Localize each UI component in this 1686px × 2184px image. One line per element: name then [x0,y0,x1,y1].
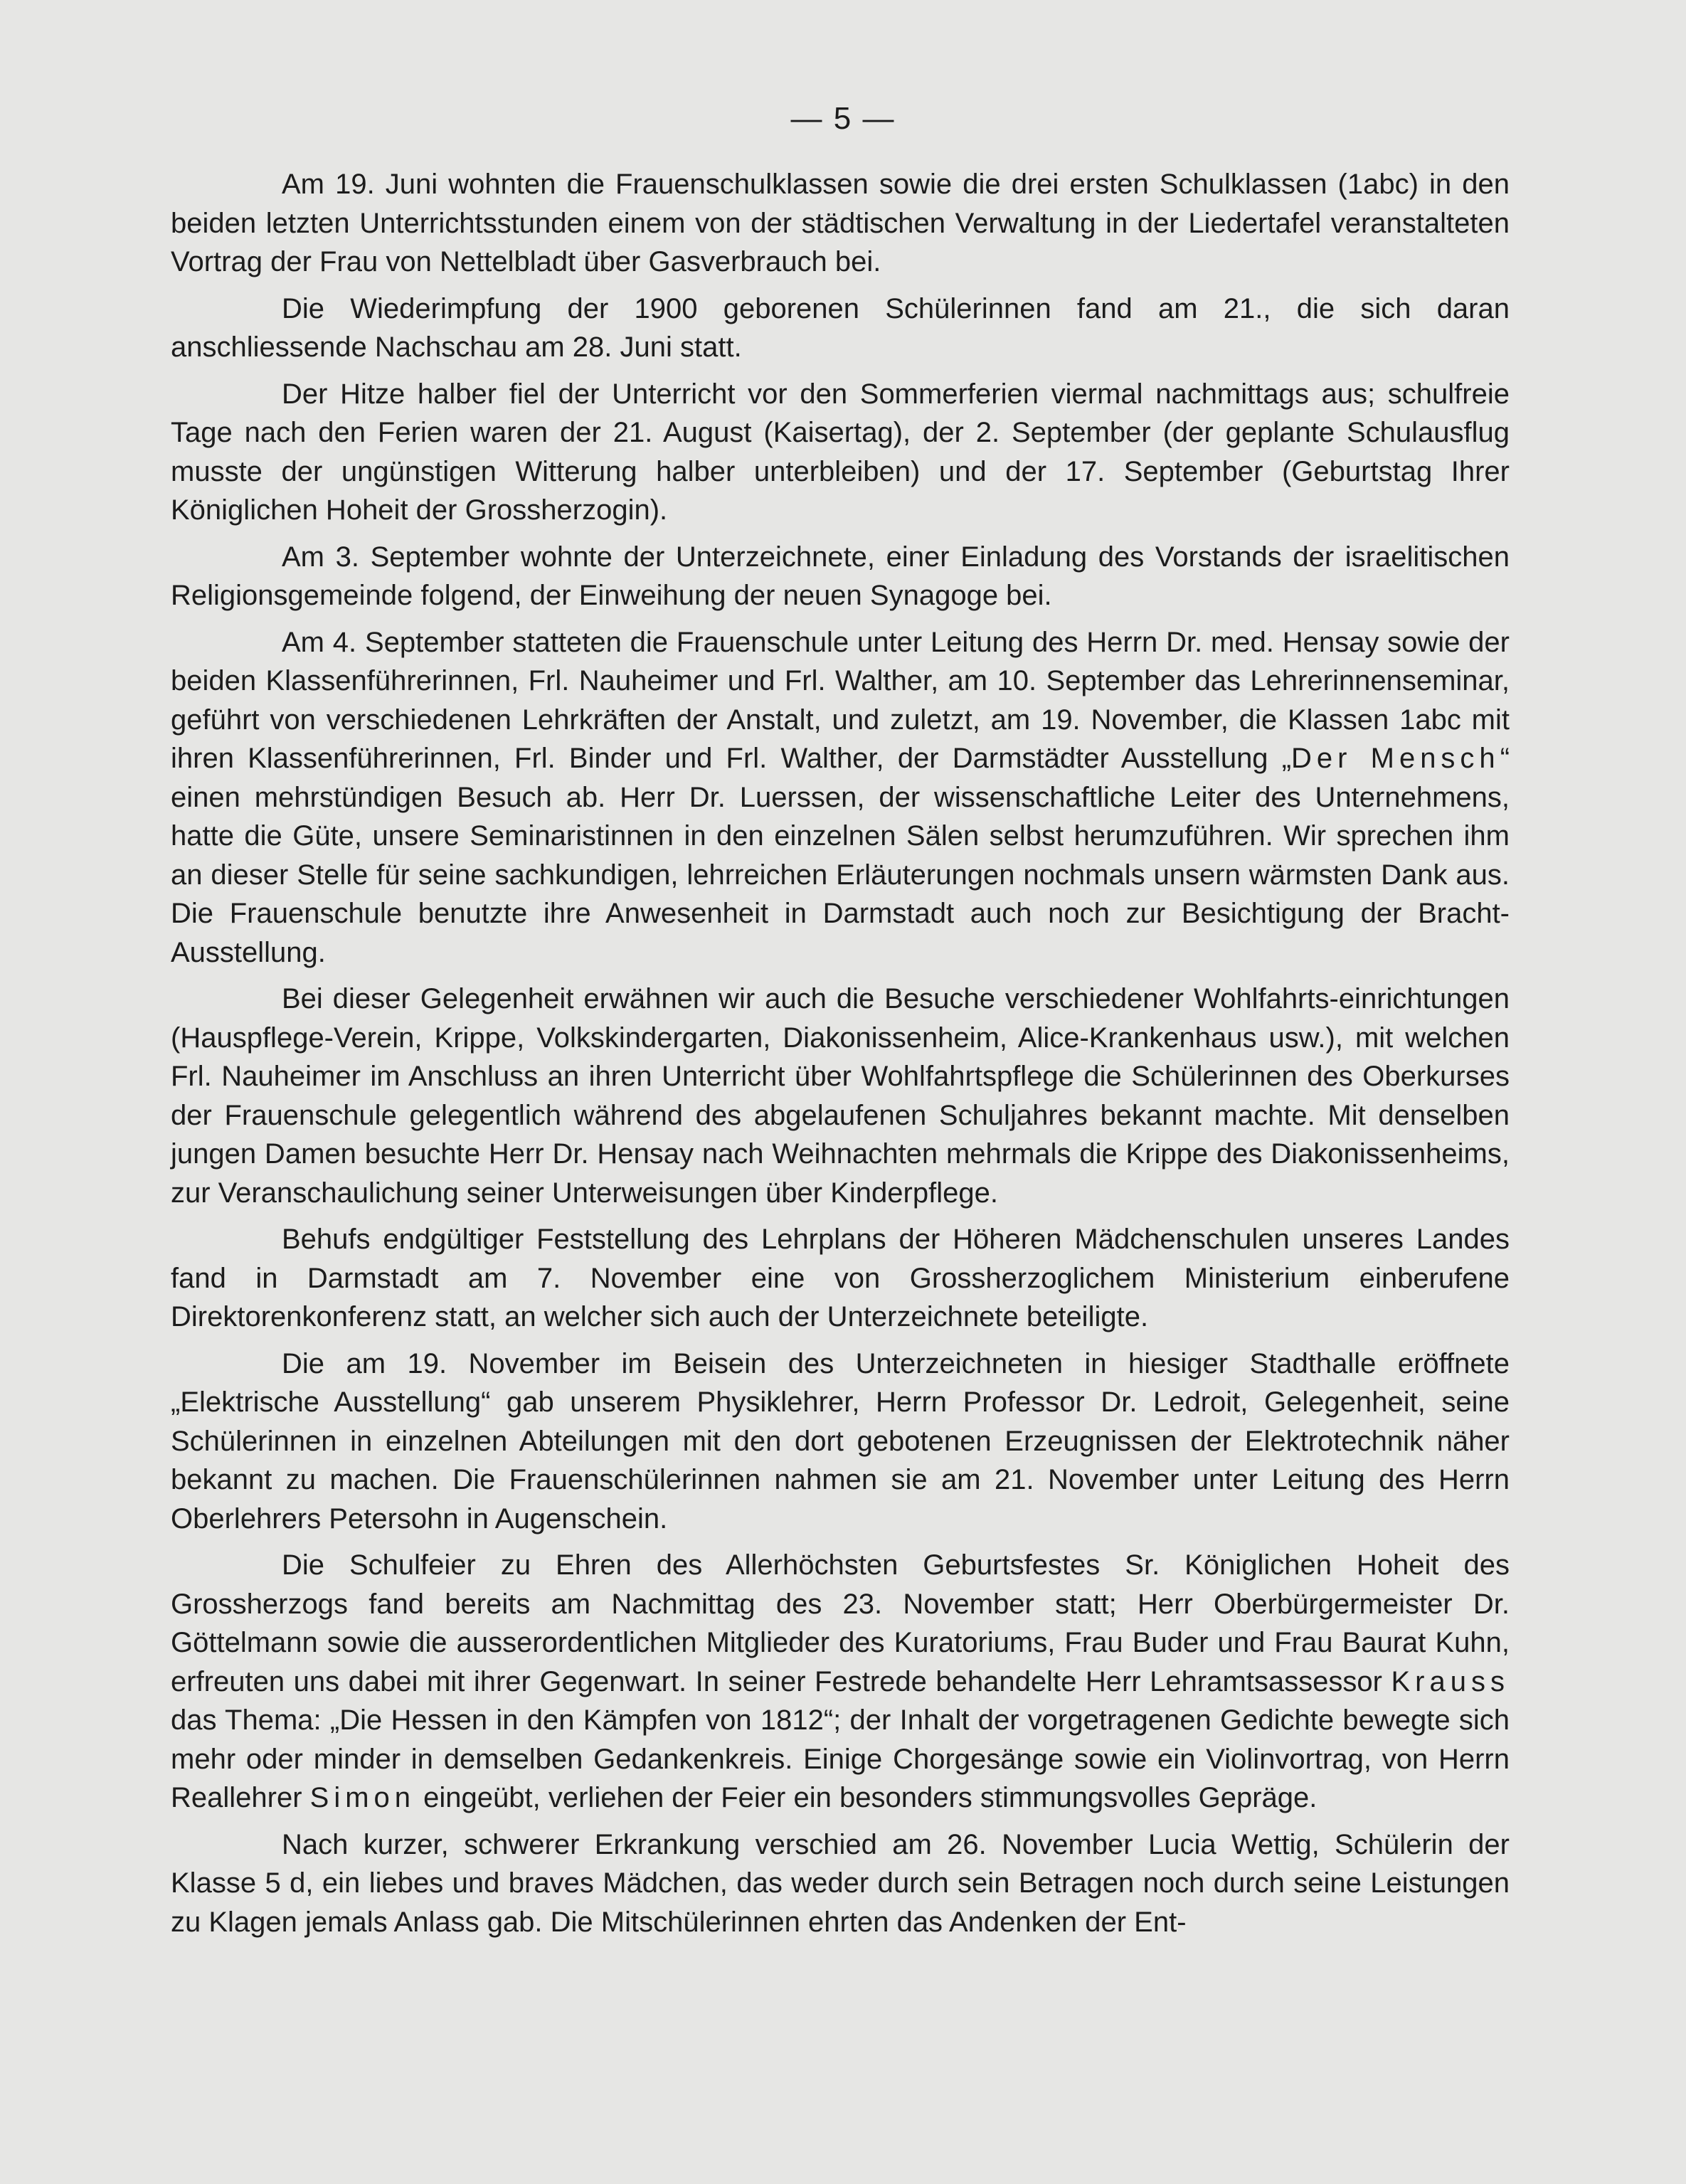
exhibition-title: Der Mensch [1291,743,1500,774]
paragraph-electrical-exhibition: Die am 19. November im Beisein des Unterzeichneten in hiesiger Stadthalle eröffnete „Elektrische Ausstellung“ gab unserem Physiklehrer, Herrn Professor Dr. Ledroit, Gelegenheit, seine Schülerinnen in einzelnen Abteilungen mit den dort gebotenen Erzeugnissen der Elektrotechnik näher bekannt zu machen. Die Frauenschülerinnen nahmen sie am 21. November unter Leitung des Herrn Oberlehrers Petersohn in Augenschein. [171,1347,1510,1534]
paragraph-school-celebration [171,1546,1510,1818]
paragraph-exhibition-visits [171,623,1510,972]
paragraph-school-celebration-part2: das Thema: „Die Hessen in den Kämpfen von 1812“; der Inhalt der vorgetragenen Gedichte bewegte sich mehr oder minder in demselben Gedankenkreis. Einige Chorgesänge sowie ein Violinvortrag, von Herrn Reallehrer [171,1705,1510,1813]
paragraph-heat-holidays: Der Hitze halber fiel der Unterricht vor den Sommerferien viermal nachmittags aus; schulfreie Tage nach den Ferien waren der 21. August (Kaisertag), der 2. September (der geplante Schulausflug musste der ungünstigen Witterung halber unterbleiben) und der 17. September (Geburtstag Ihrer Königlichen Hoheit der Grossherzogin). [171,378,1510,526]
paragraph-gas-lecture: Am 19. Juni wohnten die Frauenschulklassen sowie die drei ersten Schulklassen (1abc) in den beiden letzten Unterrichtsstunden einem von der städtischen Verwaltung in der Liedertafel veranstalteten Vortrag der Frau von Nettelbladt über Gasverbrauch bei. [171,169,1510,277]
paragraph-directors-conference: Behufs endgültiger Feststellung des Lehrplans der Höheren Mädchenschulen unseres Landes fand in Darmstadt am 7. November eine von Grossherzoglichem Ministerium einberufene Direktorenkonferenz statt, an welcher sich auch der Unterzeichnete beteiligte. [171,1224,1510,1332]
paragraph-welfare-visits: Bei dieser Gelegenheit erwähnen wir auch die Besuche verschiedener Wohlfahrts-einrichtungen (Hauspflege-Verein, Krippe, Volkskindergarten, Diakonissenheim, Alice-Krankenhaus usw.), mit welchen Frl. Nauheimer im Anschluss an ihren Unterricht über Wohlfahrtspflege die Schülerinnen des Oberkurses der Frauenschule gelegentlich während des abgelaufenen Schuljahres bekannt machte. Mit denselben jungen Damen besuchte Herr Dr. Hensay nach Weihnachten mehrmals die Krippe des Diakonissenheims, zur Veranschaulichung seiner Unterweisungen über Kinderpflege. [171,983,1510,1209]
paragraph-school-celebration-part3: eingeübt, verliehen der Feier ein besonders stimmungsvolles Gepräge. [415,1782,1317,1813]
teacher-name: Simon [309,1782,416,1813]
paragraph-exhibition-visits-part2: “ einen mehrstündigen Besuch ab. Herr Dr. Luerssen, der wissenschaftliche Leiter des Unternehmens, hatte die Güte, unsere Seminaristinnen in den einzelnen Sälen selbst herumzuführen. Wir sprechen ihm an dieser Stelle für seine sachkundigen, lehrreichen Erläuterungen nochmals unsern wärmsten Dank aus. Die Frauenschule benutzte ihre Anwesenheit in Darmstadt auch noch zur Besichtigung der Bracht-Ausstellung. [171,743,1510,968]
page-number: — 5 — [790,101,896,136]
paragraph-synagogue: Am 3. September wohnte der Unterzeichnete, einer Einladung des Vorstands der israelitischen Religionsgemeinde folgend, der Einweihung der neuen Synagoge bei. [171,541,1510,611]
paragraph-exhibition-visits-part1: Am 4. September statteten die Frauenschule unter Leitung des Herrn Dr. med. Hensay sowie der beiden Klassenführerinnen, Frl. Nauheimer und Frl. Walther, am 10. September das Lehrerinnenseminar, geführt von verschiedenen Lehrkräften der Anstalt, und zuletzt, am 19. November, die Klassen 1abc mit ihren Klassenführerinnen, Frl. Binder und Frl. Walther, der Darmstädter Ausstellung „ [171,626,1510,774]
paragraph-vaccination: Die Wiederimpfung der 1900 geborenen Schülerinnen fand am 21., die sich daran anschliessende Nachschau am 28. Juni statt. [171,292,1510,363]
body-text [171,165,1510,1949]
paragraph-obituary: Nach kurzer, schwerer Erkrankung verschied am 26. November Lucia Wettig, Schülerin der Klasse 5 d, ein liebes und braves Mädchen, das weder durch sein Betragen noch durch seine Leistungen zu Klagen jemals Anlass gab. Die Mitschülerinnen ehrten das Andenken der Ent- [171,1828,1510,1938]
paragraph-school-celebration-part1: Die Schulfeier zu Ehren des Allerhöchsten Geburtsfestes Sr. Königlichen Hoheit des Grossherzogs fand bereits am Nachmittag des 23. November statt; Herr Oberbürgermeister Dr. Göttelmann sowie die ausserordentlichen Mitglieder des Kuratoriums, Frau Buder und Frau Baurat Kuhn, erfreuten uns dabei mit ihrer Gegenwart. In seiner Festrede behandelte Herr Lehramtsassessor [171,1549,1510,1697]
speaker-name: Krauss [1391,1665,1510,1697]
